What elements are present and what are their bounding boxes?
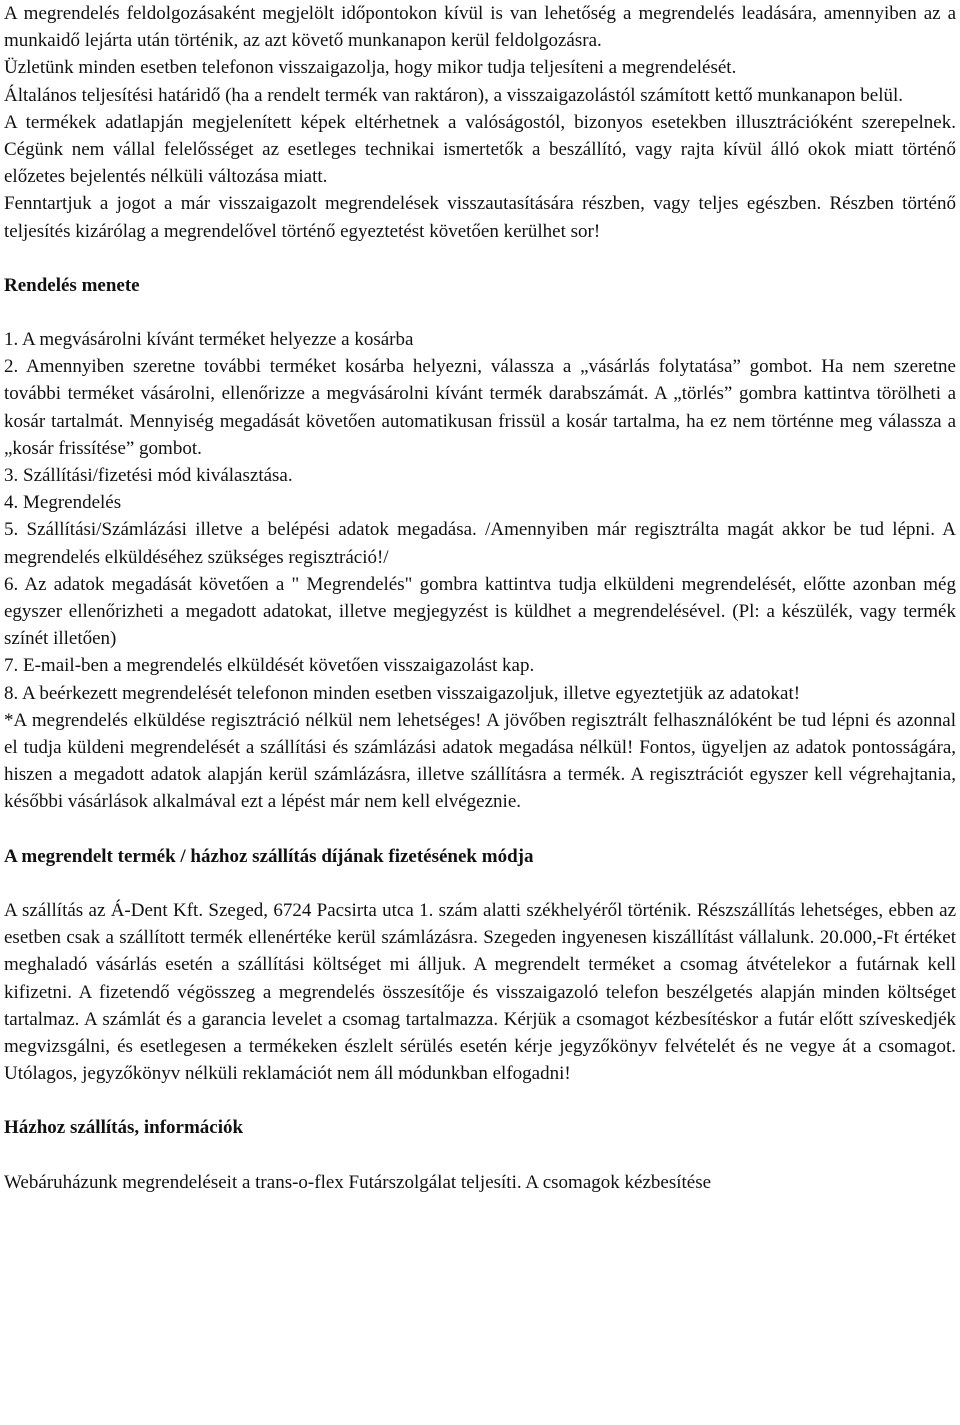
intro-paragraph-confirmation: Üzletünk minden esetben telefonon visszaigazolja, hogy mikor tudja teljesíteni a megrendelését. [4, 57, 737, 79]
order-step-4: 4. Megrendelés [4, 492, 122, 514]
order-step-2: 2. Amennyiben szeretne további terméket kosárba helyezni, válassza a „vásárlás folytatása” gombot. Ha nem szeretne további terméket vásárolni, ellenőrizze a megvásárolni kívánt termék darabszámát. A „törlés” gombra kattintva törölheti a kosár tartalmát. Mennyiség megadását követően automatikusan frissül a kosár tartalma, ha ez nem történne meg válassza a „kosár frissítése” gombot. [4, 356, 956, 459]
order-step-6: 6. Az adatok megadását követően a " Megrendelés" gombra kattintva tudja elküldeni megrendelését, előtte azonban még egyszer ellenőrizheti a megadott adatokat, illetve megjegyzést is küldhet a megrendelésével. (Pl: a készülék, vagy termék színét illetően) [4, 573, 956, 650]
payment-paragraph: A szállítás az Á-Dent Kft. Szeged, 6724 Pacsirta utca 1. szám alatti székhelyéről történik. Részszállítás lehetséges, ebben az esetben csak a szállított termék ellenértéke kerül számlázásra. Szegeden ingyenesen kiszállítást vállalunk. 20.000,-Ft értéket meghaladó vásárlás esetén a szállítási költséget mi álljuk. A megrendelt terméket a csomag átvételekor a futárnak kell kifizetni. A fizetendő végösszeg a megrendelés összesítője és visszaigazoló telefon beszélgetés alapján minden költséget tartalmaz. A számlát és a garancia levelet a csomag tartalmazza. Kérjük a csomagot kézbesítéskor a futár előtt szíveskedjék megvizsgálni, és esetlegesen a termékeken észlelt sérülés esetén kérje jegyzőkönyv felvételét és ne vegye át a csomagot. Utólagos, jegyzőkönyv nélküli reklamációt nem áll módunkban elfogadni! [4, 899, 956, 1085]
order-step-3: 3. Szállítási/fizetési mód kiválasztása. [4, 465, 293, 487]
payment-heading: A megrendelt termék / házhoz szállítás díjának fizetésének módja [4, 845, 534, 867]
intro-paragraph-deadline: Általános teljesítési határidő (ha a rendelt termék van raktáron), a visszaigazolástól számított kettő munkanapon belül. [4, 84, 904, 106]
registration-note: *A megrendelés elküldése regisztráció nélkül nem lehetséges! A jövőben regisztrált felhasználóként be tud lépni és azonnal el tudja küldeni megrendelését a szállítási és számlázási adatok megadása nélkül! Fontos, ügyeljen az adatok pontosságára, hiszen a megadott adatok alapján kerül számlázásra, illetve szállításra a termék. A regisztrációt egyszer kell végrehajtania, későbbi vásárlások alkalmával ezt a lépést már nem kell elvégeznie. [4, 709, 956, 813]
order-steps-list [4, 326, 956, 816]
order-step-8: 8. A beérkezett megrendelését telefonon minden esetben visszaigazoljuk, illetve egyeztetjük az adatokat! [4, 682, 801, 704]
order-step-5: 5. Szállítási/Számlázási illetve a belépési adatok megadása. /Amennyiben már regisztrálta magát akkor be tud lépni. A megrendelés elküldéséhez szükséges regisztráció!/ [4, 519, 956, 568]
order-step-1: 1. A megvásárolni kívánt terméket helyezze a kosárba [4, 329, 414, 351]
order-step-7: 7. E-mail-ben a megrendelés elküldését követően visszaigazolást kap. [4, 655, 535, 677]
intro-paragraph-images: A termékek adatlapján megjelenített képek eltérhetnek a valóságostól, bizonyos esetekben illusztrációként szerepelnek. Cégünk nem vállal felelősséget az esetleges technikai ismertetők a beszállító, vagy rajta kívül álló okok miatt történő előzetes bejelentés nélküli változása miatt. [4, 111, 956, 188]
delivery-paragraph: Webáruházunk megrendeléseit a trans-o-flex Futárszolgálat teljesíti. A csomagok kézbesítése [4, 1171, 712, 1193]
intro-paragraph-rights: Fenntartjuk a jogot a már visszaigazolt megrendelések visszautasítására részben, vagy teljes egészben. Részben történő teljesítés kizárólag a megrendelővel történő egyeztetést követően kerülhet sor! [4, 193, 956, 242]
intro-paragraph-processing: A megrendelés feldolgozásaként megjelölt időpontokon kívül is van lehetőség a megrendelés leadására, amennyiben az a munkaidő lejárta után történik, az azt követő munkanapon kerül feldolgozásra. [4, 3, 956, 52]
delivery-heading: Házhoz szállítás, információk [4, 1117, 244, 1139]
document-page [4, 0, 956, 1196]
order-process-heading: Rendelés menete [4, 274, 140, 296]
